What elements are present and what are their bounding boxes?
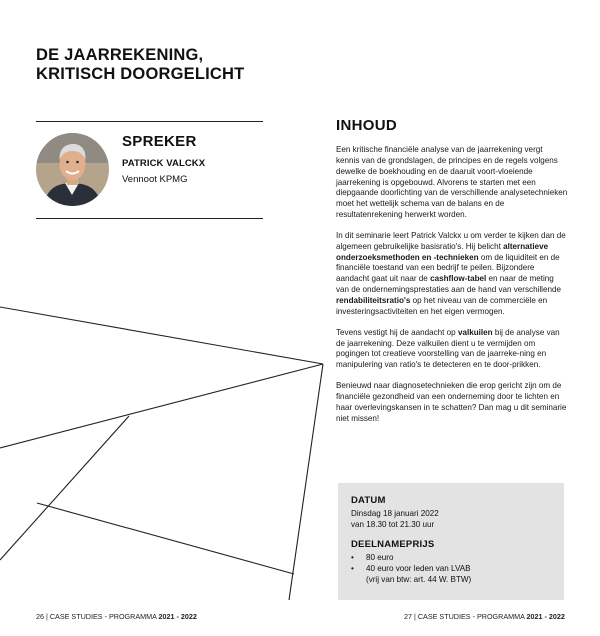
content-heading: INHOUD <box>336 117 397 134</box>
price-note: (vrij van btw: art. 44 W. BTW) <box>366 574 472 584</box>
price-list <box>351 553 471 585</box>
footer-right: 27 | CASE STUDIES - PROGRAMMA 2021 - 2022 <box>404 612 565 621</box>
content-paragraph-3: Tevens vestigt hij de aandacht op valkuilen bij de analyse van de jaarrekening. Deze valkuilen dient u te vermijden om pogingen tot creatieve voorstelling van de jaarreke-ning en manipulering van ratio's te detecteren en te door-prikken. <box>336 327 560 370</box>
date-line-1: Dinsdag 18 januari 2022 <box>351 509 439 518</box>
list-item: • 80 euro <box>351 553 394 562</box>
date-line-2: van 18.30 tot 21.30 uur <box>351 520 435 529</box>
title-line-1: DE JAARREKENING, <box>36 46 204 64</box>
content-paragraph-1: Een kritische financiële analyse van de jaarrekening vergt kennis van de grondslagen, de principes en de regels volgens dewelke de boekhouding en de daaruit voort-vloeiende jaarrekening is opgebouwd. Alvorens te starten met een diepgaande doorlichting van de verschillende analysetechnieken moet het wettelijk schema van de balans en de resultatenrekening herwerkt worden. <box>336 145 568 220</box>
content-body <box>336 145 568 434</box>
content-paragraph-2: In dit seminarie leert Patrick Valckx u om verder te kijken dan de algemeen gebruikelijke basisratio's. Hij belicht alternatieve onderzoeksmethoden en -technieken om de liquiditeit en de financiële toestand van een bedrijf te peilen. Bijzondere aandacht gaat uit naar de cashflow-tabel en naar de meting van de ondernemingsprestaties aan de hand van verschillende rendabiliteitsratio's op het niveau van de commerciële en investeringsactiviteiten en het eigen vermogen. <box>336 230 566 316</box>
speaker-name: PATRICK VALCKX <box>122 158 206 169</box>
list-item: • 40 euro voor leden van LVAB (vrij van btw: art. 44 W. BTW) <box>351 563 472 584</box>
deco-line-3 <box>289 364 323 600</box>
deco-line-4 <box>0 416 129 560</box>
footer-left: 26 | CASE STUDIES - PROGRAMMA 2021 - 2022 <box>36 612 197 621</box>
deco-line-2 <box>0 364 323 448</box>
content-paragraph-4: Benieuwd naar diagnosetechnieken die erop gericht zijn om de financiële gezondheid van een onderneming door te lichten en haar overlevingskansen in te schatten? Dan mag u dit seminarie niet missen! <box>336 381 567 423</box>
speaker-role: Vennoot KPMG <box>122 174 188 185</box>
speaker-heading: SPREKER <box>122 133 197 150</box>
info-box <box>338 483 564 600</box>
deco-line-1 <box>0 307 323 364</box>
date-label: DATUM <box>351 495 386 506</box>
title-line-2: KRITISCH DOORGELICHT <box>36 65 245 83</box>
price-label: DEELNAMEPRIJS <box>351 539 435 550</box>
deco-line-5 <box>37 503 294 574</box>
